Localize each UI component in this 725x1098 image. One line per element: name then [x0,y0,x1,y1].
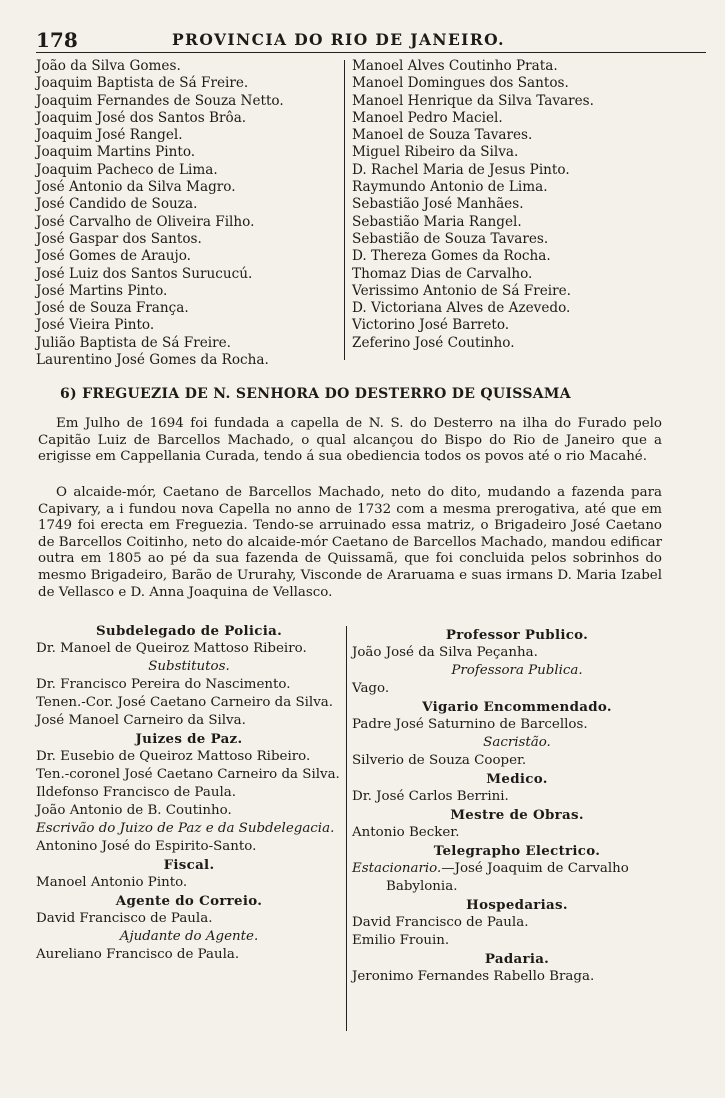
history-paragraph-1: Em Julho de 1694 foi fundada a capella de N. S. do Desterro na ilha do Furado pelo Capitão Luiz de Barcellos Machado, o qual alcançou do Bispo do Rio de Janeiro que a erigisse em Cappellania Curada, tendo á sua obediencia todos os povos até o rio Macahé. [38,416,662,465]
substituto-name: José Manoel Carneiro da Silva. [36,713,246,728]
name-entry: Verissimo Antonio de Sá Freire. [352,282,571,299]
officials-column-divider [346,626,347,1031]
running-title: PROVINCIA DO RIO DE JANEIRO. [172,30,505,49]
name-entry: João da Silva Gomes. [36,58,181,74]
name-entry: Manoel Alves Coutinho Prata. [352,58,558,74]
sacristao-heading: Sacristão. [483,735,551,750]
juiz-name: Ildefonso Francisco de Paula. [36,785,236,800]
name-entry: José Gomes de Araujo. [36,248,191,265]
juizes-heading: Juizes de Paz. [135,731,243,747]
page-header [36,28,706,52]
name-entry: Raymundo Antonio de Lima. [352,179,548,196]
subdelegado-name: Dr. Manoel de Queiroz Mattoso Ribeiro. [36,641,307,656]
name-entry: D. Rachel Maria de Jesus Pinto. [352,161,570,178]
estacionario-label: Estacionario. [352,861,442,876]
medico-heading: Medico. [486,771,548,787]
name-entry: Sebastião Maria Rangel. [352,213,522,230]
subdelegado-heading: Subdelegado de Policia. [95,623,283,639]
name-entry: Thomaz Dias de Carvalho. [352,265,533,282]
estacionario-name: —José Joaquim de Carvalho [441,861,629,876]
hospedaria-name: David Francisco de Paula. [352,915,529,930]
name-entry: Joaquim Martins Pinto. [36,144,196,161]
name-entry: Laurentino José Gomes da Rocha. [36,352,269,369]
hospedarias-heading: Hospedarias. [466,897,568,913]
name-entry: Julião Baptista de Sá Freire. [36,334,231,351]
medico-name: Dr. José Carlos Berrini. [352,789,509,804]
professor-name: João José da Silva Peçanha. [352,645,538,660]
telegrapho-heading: Telegrapho Electrico. [433,843,601,859]
sacristao-name: Silverio de Souza Cooper. [352,753,527,768]
name-entry: D. Thereza Gomes da Rocha. [352,248,551,265]
agente-name: David Francisco de Paula. [36,911,213,926]
juiz-name: João Antonio de B. Coutinho. [36,803,232,818]
professora-name: Vago. [352,681,390,696]
vigario-name: Padre José Saturnino de Barcellos. [352,717,588,732]
name-entry: José Martins Pinto. [36,282,168,299]
name-entry: Joaquim José dos Santos Brôa. [36,109,247,126]
name-entry: José Gaspar dos Santos. [36,230,202,247]
padaria-heading: Padaria. [484,951,550,967]
name-entry: Manoel Henrique da Silva Tavares. [352,92,594,109]
substituto-name: Dr. Francisco Pereira do Nascimento. [36,677,291,692]
mestre-heading: Mestre de Obras. [450,807,584,823]
name-entry: Zeferino José Coutinho. [352,334,515,351]
name-entry: José Antonio da Silva Magro. [36,179,236,196]
padaria-name: Jeronimo Fernandes Rabello Braga. [352,969,595,984]
vigario-heading: Vigario Encommendado. [422,699,612,715]
escrivao-name: Antonino José do Espirito-Santo. [36,839,257,854]
name-entry: José Luiz dos Santos Surucucú. [36,265,253,282]
name-entry: José Carvalho de Oliveira Filho. [36,213,255,230]
juiz-name: Ten.-coronel José Caetano Carneiro da Silva. [36,767,340,782]
substituto-name: Tenen.-Cor. José Caetano Carneiro da Silva. [36,695,333,710]
estacionario-name-cont: Babylonia. [386,879,458,894]
officials-left-column [36,622,342,964]
page-number: 178 [36,28,78,52]
name-entry: Miguel Ribeiro da Silva. [352,144,519,161]
ajudante-heading: Ajudante do Agente. [119,929,259,944]
name-entry: Sebastião José Manhães. [352,196,524,213]
name-entry: José de Souza França. [36,300,189,317]
hospedaria-name: Emilio Frouin. [352,933,450,948]
names-left-column [36,58,341,369]
name-entry: José Candido de Souza. [36,196,198,213]
names-column-divider [344,60,345,360]
estacionario-line [352,860,682,878]
name-entry: Joaquim Baptista de Sá Freire. [36,75,249,92]
name-entry: Joaquim Pacheco de Lima. [36,161,218,178]
fiscal-heading: Fiscal. [163,857,215,873]
name-entry: Sebastião de Souza Tavares. [352,230,549,247]
professor-heading: Professor Publico. [445,627,589,643]
name-entry: D. Victoriana Alves de Azevedo. [352,300,571,317]
fiscal-name: Manoel Antonio Pinto. [36,875,188,890]
ajudante-name: Aureliano Francisco de Paula. [36,947,240,962]
header-rule [36,52,706,53]
name-entry: Victorino José Barreto. [352,317,510,334]
history-paragraph-2: O alcaide-mór, Caetano de Barcellos Machado, neto do dito, mudando a fazenda para Capivary, a i fundou nova Capella no anno de 1732 com a mesma prerogativa, até que em 1749 foi erecta em Freguezia. Tendo-se arruinado essa matriz, o Brigadeiro José Caetano de Barcellos Coitinho, neto do alcaide-mór Caetano de Barcellos Machado, mandou edificar outra em 1805 ao pé da sua fazenda de Quissamã, que foi concluida pelos sobrinhos do mesmo Brigadeiro, Barão de Ururahy, Visconde de Araruama e suas irmans D. Maria Izabel de Vellasco e D. Anna Joaquina de Vellasco. [38,485,662,600]
escrivao-heading: Escrivão do Juizo de Paz e da Subdelegacia. [36,821,335,836]
mestre-name: Antonio Becker. [352,825,460,840]
professora-heading: Professora Publica. [451,663,583,678]
juiz-name: Dr. Eusebio de Queiroz Mattoso Ribeiro. [36,749,311,764]
name-entry: Manoel Domingues dos Santos. [352,75,569,92]
names-right-column [352,58,702,352]
officials-right-column [352,626,682,986]
section-title: 6) FREGUEZIA DE N. SENHORA DO DESTERRO DE QUISSAMA [60,386,571,402]
name-entry: Joaquim Fernandes de Souza Netto. [36,92,284,109]
name-entry: Manoel de Souza Tavares. [352,127,533,144]
substitutos-heading: Substitutos. [148,659,230,674]
name-entry: Joaquim José Rangel. [36,127,183,144]
name-entry: Manoel Pedro Maciel. [352,109,503,126]
agente-heading: Agente do Correio. [115,893,263,909]
name-entry: José Vieira Pinto. [36,317,155,334]
